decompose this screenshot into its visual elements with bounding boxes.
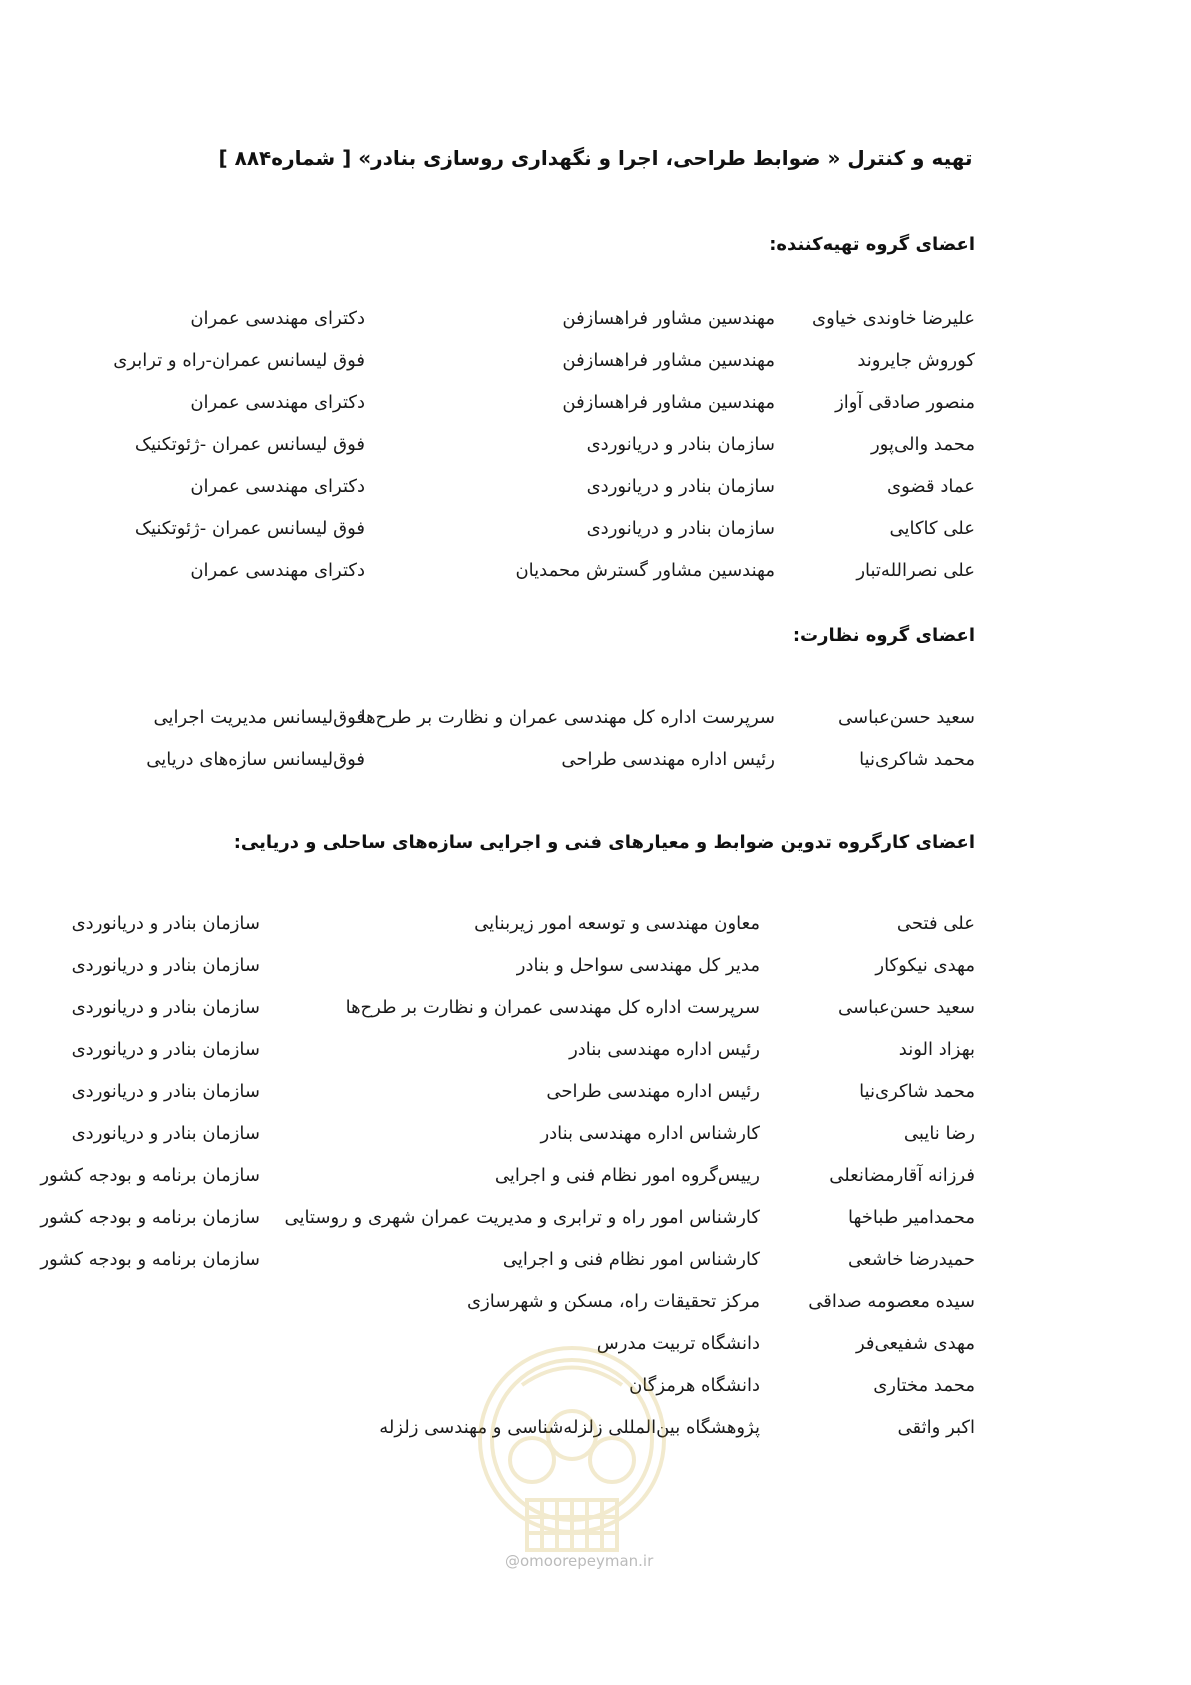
member-name: علی نصرالله‌تبار xyxy=(856,560,975,581)
member-org: مهندسین مشاور گسترش محمدیان xyxy=(515,560,775,581)
member-name: سیده معصومه صداقی xyxy=(808,1291,975,1312)
member-degree: دکترای مهندسی عمران xyxy=(190,392,365,413)
supervision-group-list xyxy=(60,697,975,781)
list-item xyxy=(60,739,975,781)
member-name: بهزاد الوند xyxy=(898,1039,975,1060)
member-degree: دکترای مهندسی عمران xyxy=(190,476,365,497)
member-name: سعید حسن‌عباسی xyxy=(838,997,975,1018)
member-org: سازمان بنادر و دریانوردی xyxy=(71,913,260,934)
list-item xyxy=(60,508,975,550)
working-group-list xyxy=(40,903,975,1449)
member-name: محمد شاکری‌نیا xyxy=(859,1081,975,1102)
member-org: سازمان بنادر و دریانوردی xyxy=(586,434,775,455)
member-degree: فوق لیسانس عمران -ژئوتکنیک xyxy=(134,518,365,539)
member-degree: دکترای مهندسی عمران xyxy=(190,560,365,581)
member-name: علیرضا خاوندی خیاوی xyxy=(812,308,975,329)
member-degree: فوق‌لیسانس سازه‌های دریایی xyxy=(146,749,365,770)
member-position: رئیس اداره مهندسی بنادر xyxy=(569,1039,760,1060)
watermark-text: @omoorepeyman.ir xyxy=(505,1552,654,1570)
list-item xyxy=(40,945,975,987)
member-position: رئیس اداره مهندسی طراحی xyxy=(561,749,775,770)
member-org: سازمان بنادر و دریانوردی xyxy=(71,1081,260,1102)
member-org: سازمان بنادر و دریانوردی xyxy=(71,997,260,1018)
list-item xyxy=(60,424,975,466)
member-degree: دکترای مهندسی عمران xyxy=(190,308,365,329)
member-org: سازمان برنامه و بودجه کشور xyxy=(40,1165,260,1186)
member-position: کارشناس امور نظام فنی و اجرایی xyxy=(502,1249,760,1270)
member-position: مدیر کل مهندسی سواحل و بنادر xyxy=(516,955,760,976)
preparing-group-list xyxy=(60,298,975,592)
list-item xyxy=(60,382,975,424)
member-org: سازمان بنادر و دریانوردی xyxy=(71,1039,260,1060)
member-position: کارشناس امور راه و ترابری و مدیریت عمران شهری و روستایی xyxy=(284,1207,760,1228)
member-name: محمد والی‌پور xyxy=(870,434,975,455)
member-position: رییس‌گروه امور نظام فنی و اجرایی xyxy=(494,1165,760,1186)
member-name: محمد مختاری xyxy=(873,1375,975,1396)
member-position: سرپرست اداره کل مهندسی عمران و نظارت بر طرح‌ها xyxy=(360,707,775,728)
supervision-group-heading: اعضای گروه نظارت: xyxy=(792,625,975,646)
member-name: کوروش جایروند xyxy=(857,350,975,371)
member-name: حمیدرضا خاشعی xyxy=(848,1249,975,1270)
member-name: فرزانه آقارمضانعلی xyxy=(829,1165,975,1186)
member-org: سازمان بنادر و دریانوردی xyxy=(71,1123,260,1144)
member-position: رئیس اداره مهندسی طراحی xyxy=(546,1081,760,1102)
member-org: مهندسین مشاور فراهسازفن xyxy=(562,350,775,371)
list-item xyxy=(40,1071,975,1113)
member-position: معاون مهندسی و توسعه امور زیربنایی xyxy=(474,913,760,934)
member-name: محمد شاکری‌نیا xyxy=(859,749,975,770)
list-item xyxy=(60,697,975,739)
member-name: مهدی نیکوکار xyxy=(875,955,975,976)
list-item xyxy=(40,1029,975,1071)
member-name: عماد قضوی xyxy=(887,476,975,497)
list-item xyxy=(40,1281,975,1323)
member-org: سازمان بنادر و دریانوردی xyxy=(586,518,775,539)
list-item xyxy=(40,903,975,945)
list-item xyxy=(40,1365,975,1407)
member-org: سازمان بنادر و دریانوردی xyxy=(71,955,260,976)
member-position: مرکز تحقیقات راه، مسکن و شهرسازی xyxy=(466,1291,760,1312)
member-name: منصور صادقی آواز xyxy=(835,392,975,413)
member-name: علی کاکایی xyxy=(889,518,975,539)
member-name: علی فتحی xyxy=(896,913,975,934)
member-org: سازمان برنامه و بودجه کشور xyxy=(40,1249,260,1270)
member-degree: فوق لیسانس عمران -ژئوتکنیک xyxy=(134,434,365,455)
member-org: مهندسین مشاور فراهسازفن xyxy=(562,392,775,413)
member-name: محمدامیر طباخها xyxy=(848,1207,975,1228)
working-group-heading: اعضای کارگروه تدوین ضوابط و معیارهای فنی و اجرایی سازه‌های ساحلی و دریایی: xyxy=(233,832,975,853)
preparing-group-heading: اعضای گروه تهیه‌کننده: xyxy=(769,234,975,255)
member-org: سازمان بنادر و دریانوردی xyxy=(586,476,775,497)
member-org: مهندسین مشاور فراهسازفن xyxy=(562,308,775,329)
list-item xyxy=(60,298,975,340)
list-item xyxy=(60,466,975,508)
member-position: دانشگاه تربیت مدرس xyxy=(596,1333,760,1354)
list-item xyxy=(40,1407,975,1449)
list-item xyxy=(40,987,975,1029)
list-item xyxy=(60,550,975,592)
document-title: تهیه و کنترل « ضوابط طراحی، اجرا و نگهداری روسازی بنادر» [ شماره۸۸۴ ] xyxy=(218,146,973,170)
member-degree: فوق‌لیسانس مدیریت اجرایی xyxy=(153,707,365,728)
member-position: پژوهشگاه بین‌المللی زلزله‌شناسی و مهندسی زلزله xyxy=(379,1417,760,1438)
member-name: مهدی شفیعی‌فر xyxy=(855,1333,975,1354)
list-item xyxy=(40,1113,975,1155)
list-item xyxy=(40,1197,975,1239)
member-degree: فوق لیسانس عمران-راه و ترابری xyxy=(113,350,365,371)
member-position: دانشگاه هرمزگان xyxy=(629,1375,760,1396)
member-name: اکبر واثقی xyxy=(897,1417,975,1438)
member-name: سعید حسن‌عباسی xyxy=(838,707,975,728)
list-item xyxy=(40,1155,975,1197)
list-item xyxy=(40,1323,975,1365)
member-position: سرپرست اداره کل مهندسی عمران و نظارت بر طرح‌ها xyxy=(345,997,760,1018)
member-name: رضا نایبی xyxy=(903,1123,975,1144)
member-org: سازمان برنامه و بودجه کشور xyxy=(40,1207,260,1228)
member-position: کارشناس اداره مهندسی بنادر xyxy=(540,1123,760,1144)
list-item xyxy=(60,340,975,382)
list-item xyxy=(40,1239,975,1281)
